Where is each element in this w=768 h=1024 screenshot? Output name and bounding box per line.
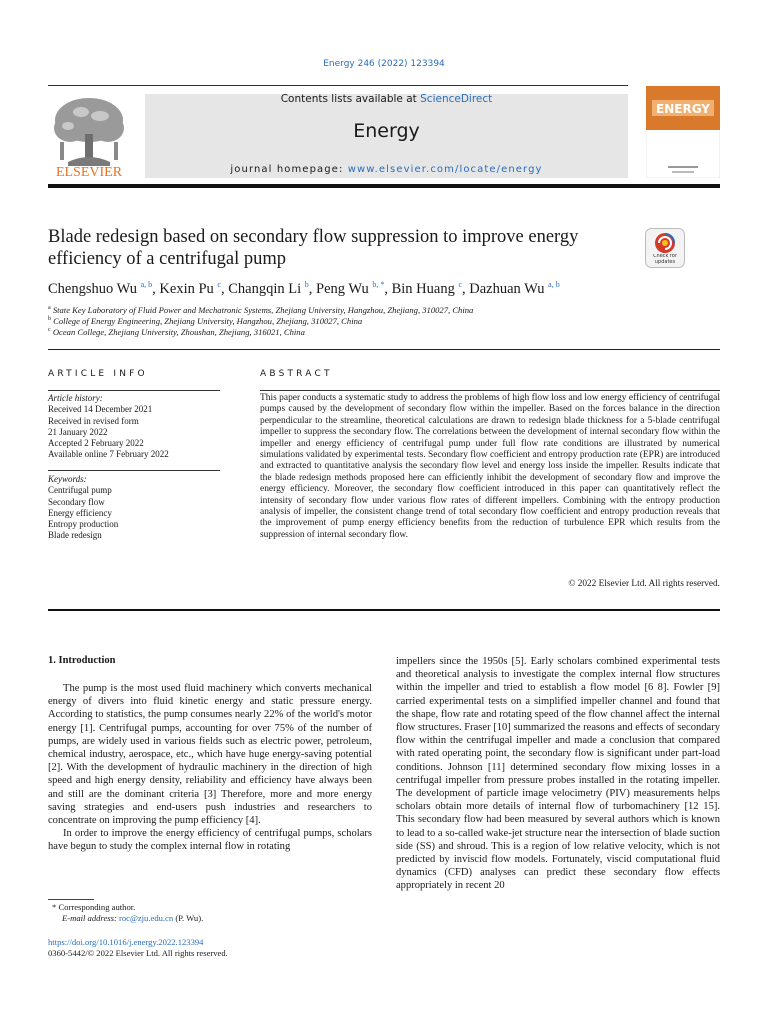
author-name[interactable]: Kexin Pu: [159, 280, 214, 297]
article-title: Blade redesign based on secondary flow suppression to improve energy efficiency of a centrifugal pump: [48, 227, 579, 269]
body-paragraph: In order to improve the energy efficiency of centrifugal pumps, scholars have begun to study the complex internal flow in rotating: [48, 828, 372, 853]
keyword-item: Centrifugal pump: [48, 485, 112, 496]
author-name[interactable]: Chengshuo Wu: [48, 280, 137, 297]
abstract-heading: ABSTRACT: [260, 369, 333, 379]
abstract-divider: [260, 390, 720, 391]
affiliation-a: $^a$ State Key Laboratory of Fluid Power and Mechatronic Systems, Zhejiang University, Hangzhou, Zhejiang, 310027, China: [48, 305, 474, 315]
contents-prefix: Contents lists available at: [280, 93, 421, 105]
history-item: Received in revised form: [48, 415, 139, 426]
email-link[interactable]: roc@zju.edu.cn: [118, 913, 174, 923]
keyword-item: Energy efficiency: [48, 507, 112, 518]
email-line: [52, 913, 203, 924]
email-label: E-mail address:: [62, 913, 119, 923]
affiliation-c: $^c$ Ocean College, Zhejiang University, Zhoushan, Zhejiang, 316021, China: [48, 327, 305, 337]
body-paragraph: impellers since the 1950s [5]. Early scholars combined experimental tests and theoretical analysis to investigate the complex internal flow structures within the impeller and tried to establish a flow model [6 8]. Fowler [9] carried experimental tests on a simplified impeller channel and found that the shape, flow rate and rotating speed of the flow channel affect the internal flow structures. Fraser [10] summarized the reasons and effects of secondary flow within the centrifugal impeller and made a conclusion that compared with rated operating point, the secondary flow is significant under part-load conditions. Johnson [11] determined secondary flow mixing losses in a centrifugal impeller from pressure probes installed in the rotating impeller. The development of particle image velocimetry (PIV) measurements helps scholars obtain more details of internal flow of turbomachinery [12 15]. This secondary flow had been measured by several authors which is known to lead to a so-called wake-jet structure near the intersection of blade suction side (SS) and shroud. This is a region of low relative velocity, which is not predicted by inviscid flow models. Fortunately, viscid computational fluid dynamics (CFD) analyses can predict these secondary flow effects appropriately in recent 20: [396, 656, 721, 892]
article-info-heading: ARTICLE INFO: [48, 369, 148, 379]
journal-reference-link[interactable]: Energy 246 (2022) 123394: [323, 59, 445, 69]
history-label: Article history:: [48, 393, 103, 403]
journal-homepage: [145, 164, 628, 175]
keyword-item: Blade redesign: [48, 530, 102, 541]
history-item: 21 January 2022: [48, 426, 108, 437]
homepage-prefix: journal homepage:: [230, 164, 348, 175]
journal-name: Energy: [353, 120, 420, 142]
affiliation-b: $^b$ College of Energy Engineering, Zhejiang University, Hangzhou, Zhejiang, 310027, China: [48, 316, 363, 326]
section-heading-introduction: 1. Introduction: [48, 655, 116, 666]
doi-block: [48, 937, 228, 959]
homepage-link[interactable]: www.elsevier.com/locate/energy: [347, 164, 543, 175]
footnote-divider: [48, 899, 94, 900]
author-name[interactable]: Bin Huang: [391, 280, 455, 297]
keywords-label: Keywords:: [48, 474, 87, 484]
keywords-divider: [48, 470, 220, 471]
email-suffix: (P. Wu).: [173, 913, 204, 923]
keywords: [48, 474, 118, 542]
author-list: Chengshuo Wu $^{a, b}$, Kexin Pu $^c$, Changqin Li $^b$, Peng Wu $^{b, *}$, Bin Huang $^c$, Dazhuan Wu $^{a, b}$: [48, 280, 560, 297]
footnote: [52, 902, 203, 924]
author-affiliation-mark[interactable]: b: [304, 280, 309, 289]
journal-cover-thumbnail[interactable]: [646, 86, 720, 178]
issn-copyright: 0360-5442/© 2022 Elsevier Ltd. All rights reserved.: [48, 948, 228, 958]
article-info-divider: [48, 390, 220, 391]
author-affiliation-mark[interactable]: a, b: [140, 280, 153, 289]
keyword-item: Entropy production: [48, 519, 119, 530]
article-history: [48, 393, 169, 461]
elsevier-wordmark: ELSEVIER: [55, 165, 123, 178]
body-column-right: [396, 655, 720, 893]
abstract-text: This paper conducts a systematic study to address the problems of high flow loss and low energy efficiency of centrifugal pumps caused by the development of secondary flow within the impeller. Based on the forces balance in the direction perpendicular to the streamline, theoretical calculations are drawn to redesign blade thickness for a 5-blade centrifugal impeller to suppress the secondary flow. The correlations between the development of internal secondary flow within the impeller and energy efficiency of centrifugal pump under full flow rate conditions are illustrated by numerical simulations validated by experimental tests. Secondary flow coefficient and entropy production rate (EPR) are introduced and extracted to quantitative analysis the secondary flow level and energy loss inside the impeller. Results indicate that the blade redesign methods proposed here can efficiently inhibit the development of secondary flow and improve the energy efficiency. Moreover, the secondary flow coefficient introduced in this paper can quantitatively reflect the intensity of secondary flow under various flow rates of different impellers. Combining with the entropy production analysis of impeller, the consistent change trend of total secondary flow coefficient and entropy production reveals that the improvement of pump energy efficiency benefits from the reduction of turbulence EPR which results from the suppression of internal secondary flow.: [260, 393, 720, 540]
check-for-updates-icon[interactable]: [645, 228, 685, 268]
author-name[interactable]: Changqin Li: [228, 280, 302, 297]
keyword-item: Secondary flow: [48, 496, 105, 507]
author-affiliation-mark[interactable]: a, b: [548, 280, 560, 289]
corresponding-author-note: * Corresponding author.: [52, 902, 136, 912]
sciencedirect-link[interactable]: ScienceDirect: [420, 93, 493, 105]
elsevier-tree-logo[interactable]: [48, 92, 130, 178]
abstract-copyright: © 2022 Elsevier Ltd. All rights reserved.: [568, 579, 720, 589]
cover-title: ENERGY: [656, 102, 710, 116]
body-paragraph: The pump is the most used fluid machinery which converts mechanical energy of divers into fluid kinetic energy and static pressure energy. According to statistics, the pump consumes nearly 22% of the world's motor energy [1]. Centrifugal pumps, accounting for over 75% of the number of pumps, are widely used in various fields such as electric power, petroleum, chemical industry, aerospace, etc., which have huge energy-saving potential [2]. With the development of hydraulic machinery in the direction of high speed and high energy density, reliability and efficiency have always been and still are the dominant criteria [3] Therefore, more and more energy saving strategies and end-users push industries and researchers to concentrate on improving the pump efficiency [4].: [48, 683, 372, 827]
body-column-left: [48, 682, 372, 854]
body-divider: [48, 609, 720, 611]
check-updates-label: Check for updates: [653, 254, 677, 265]
history-item: Received 14 December 2021: [48, 404, 153, 415]
doi-link[interactable]: https://doi.org/10.1016/j.energy.2022.123394: [48, 937, 204, 947]
author-affiliation-mark[interactable]: c: [217, 280, 221, 289]
author-name[interactable]: Dazhuan Wu: [469, 280, 545, 297]
contents-line: [145, 93, 628, 105]
affiliation-divider: [48, 349, 720, 350]
author-name[interactable]: Peng Wu: [316, 280, 369, 297]
author-affiliation-mark[interactable]: b, *: [372, 280, 385, 289]
history-item: Available online 7 February 2022: [48, 449, 169, 460]
history-item: Accepted 2 February 2022: [48, 438, 144, 449]
header-divider-bottom: [48, 184, 720, 188]
header-divider-top: [48, 85, 628, 86]
author-affiliation-mark[interactable]: c: [458, 280, 463, 289]
